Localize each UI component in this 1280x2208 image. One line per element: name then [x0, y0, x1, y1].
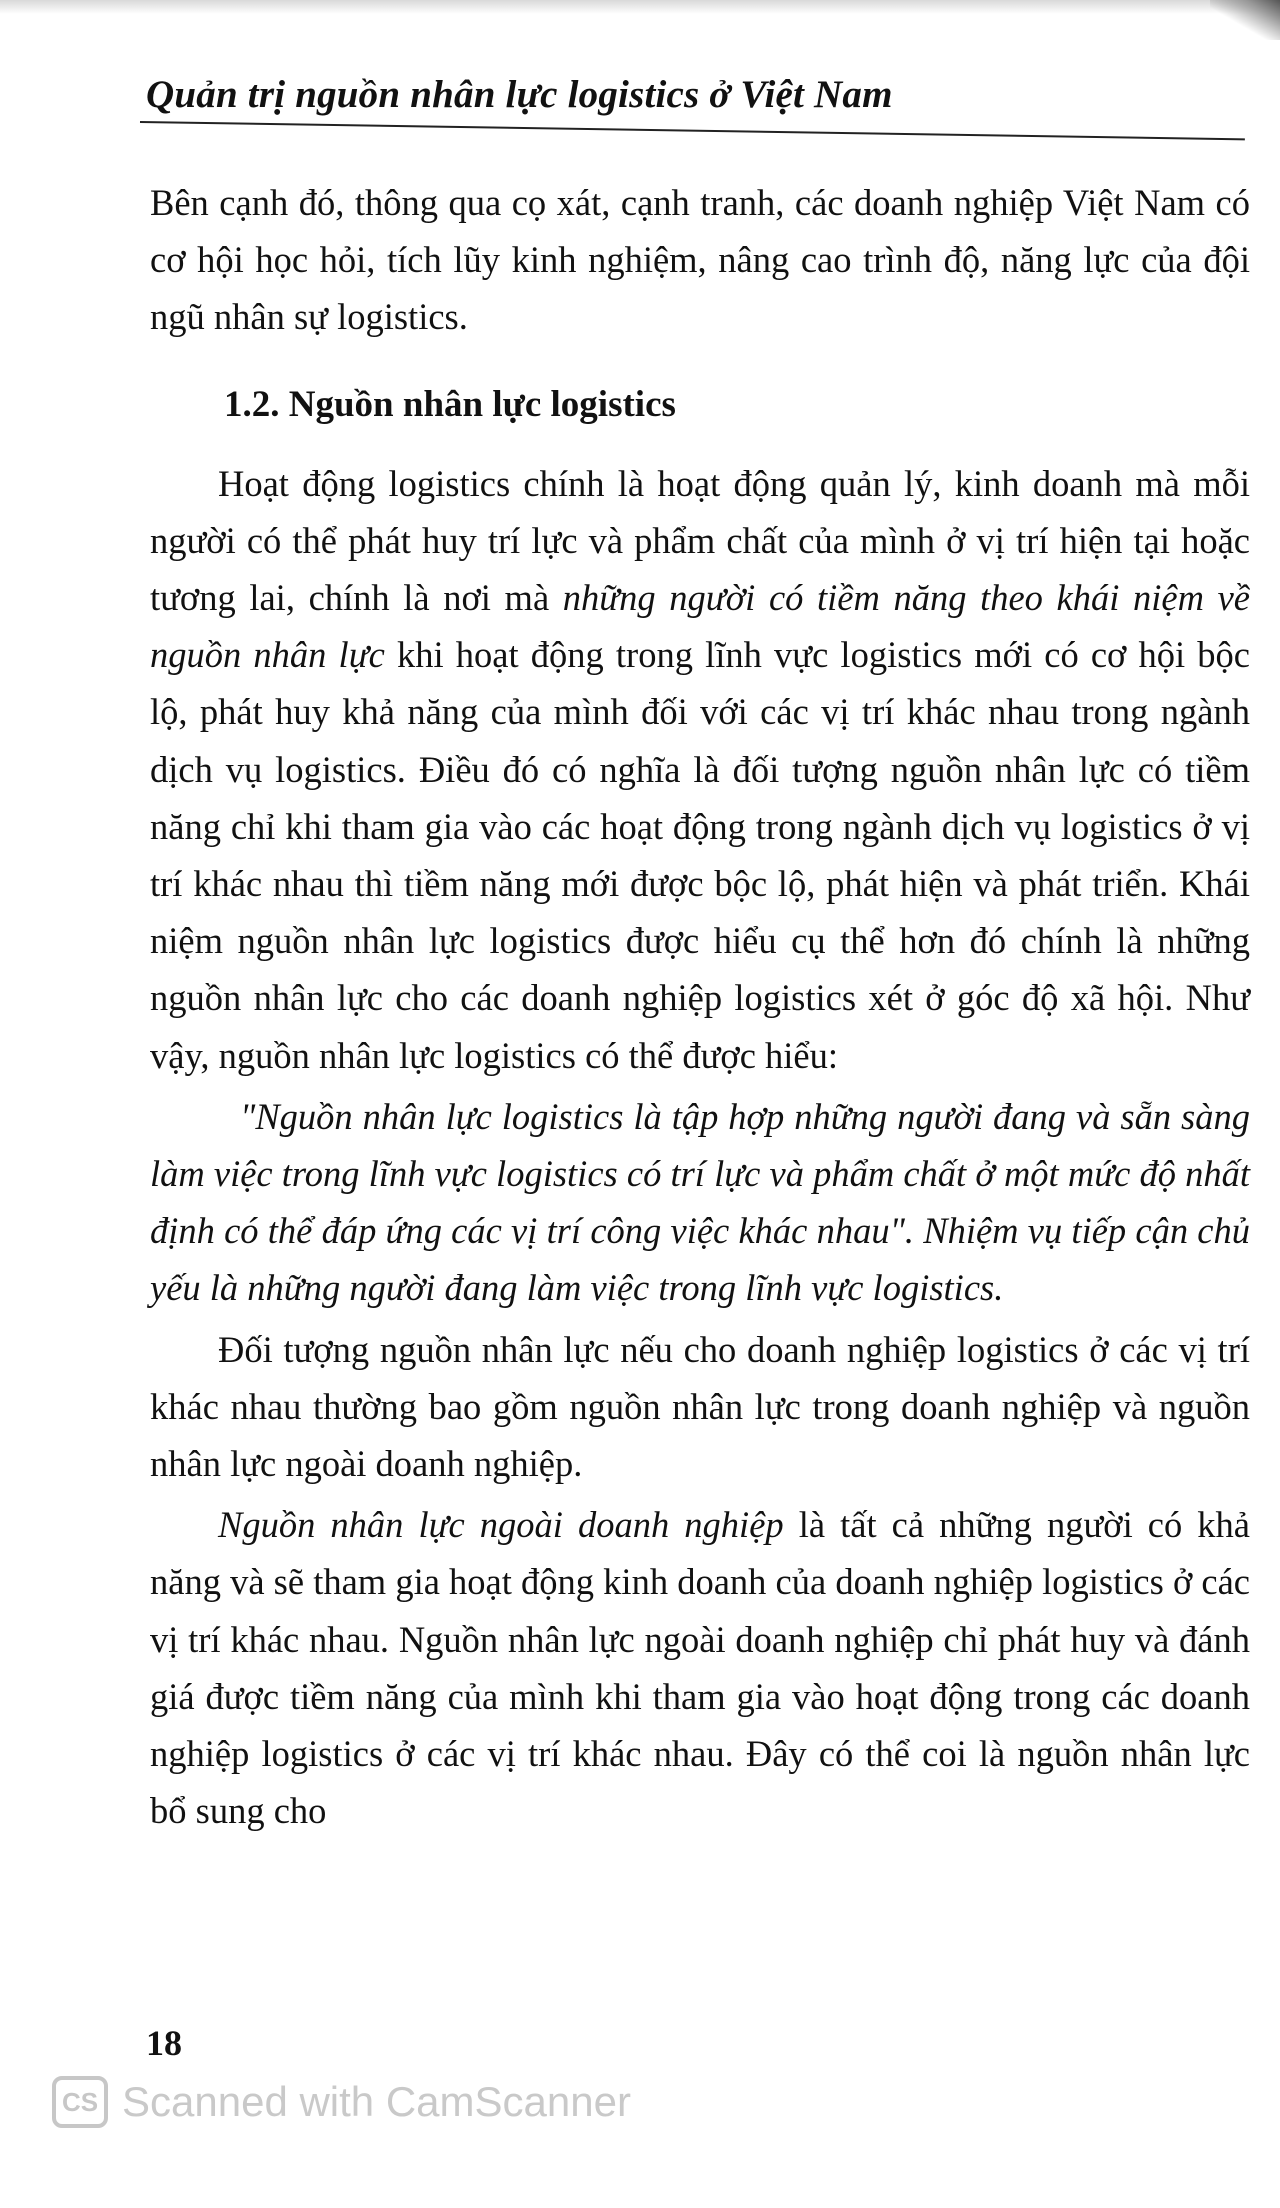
paragraph-rest-text: khi hoạt động trong lĩnh vực logistics mới có cơ hội bộc lộ, phát huy khả năng của mình đối với các vị trí khác nhau trong ngành dịch vụ logistics. Điều đó có nghĩa là đối tượng nguồn nhân lực có tiềm năng chỉ khi tham gia vào các hoạt động trong ngành dịch vụ logistics ở vị trí khác nhau thì tiềm năng mới được bộc lộ, phát hiện và phát triển. Khái niệm nguồn nhân lực logistics được hiểu cụ thể hơn đó chính là những nguồn nhân lực cho các doanh nghiệp logistics xét ở góc độ xã hội. Như vậy, nguồn nhân lực logistics có thể được hiểu: [150, 634, 1251, 1076]
scan-page-corner [1210, 0, 1280, 40]
page-number: 18 [146, 2023, 182, 2063]
header-rule [140, 121, 1245, 140]
paragraph-categories: Đối tượng nguồn nhân lực nếu cho doanh nghiệp logistics ở các vị trí khác nhau thường bao gồm nguồn nhân lực trong doanh nghiệp và nguồn nhân lực ngoài doanh nghiệp. [150, 1328, 1250, 1485]
camscanner-watermark [52, 2076, 631, 2128]
intro-paragraph: Bên cạnh đó, thông qua cọ xát, cạnh tranh, các doanh nghiệp Việt Nam có cơ hội học hỏi, tích lũy kinh nghiệm, nâng cao trình độ, năng lực của đội ngũ nhân sự logistics. [150, 182, 1250, 338]
emphasis-text: những người có tiềm năng theo khái niệm về nguồn nhân lực [150, 577, 1250, 676]
running-header-title: Quản trị nguồn nhân lực logistics ở Việt Nam [146, 73, 893, 116]
definition-quote: "Nguồn nhân lực logistics là tập hợp những người đang và sẵn sàng làm việc trong lĩnh vực logistics có trí lực và phẩm chất ở một mức độ nhất định có thể đáp ứng các vị trí công việc khác nhau". Nhiệm vụ tiếp cận chủ yếu là những người đang làm việc trong lĩnh vực logistics. [150, 1095, 1250, 1309]
paragraph-external-workforce [150, 1496, 1250, 1839]
camscanner-logo-icon: CS [52, 2076, 108, 2128]
paragraph-definition [150, 455, 1250, 1084]
paragraph-rest-text: là tất cả những người có khả năng và sẽ tham gia hoạt động kinh doanh của doanh nghiệp logistics ở các vị trí khác nhau. Nguồn nhân lực ngoài doanh nghiệp chỉ phát huy và đánh giá được tiềm năng của mình khi tham gia vào hoạt động trong các doanh nghiệp logistics ở các vị trí khác nhau. Đây có thể coi là nguồn nhân lực bổ sung cho [150, 1504, 1250, 1832]
paragraph-lead-text: Hoạt động logistics chính là hoạt động quản lý, kinh doanh mà mỗi người có thể phát huy trí lực và phẩm chất của mình ở vị trí hiện tại hoặc tương lai, chính là nơi mà [150, 462, 1250, 619]
scan-edge-shadow [0, 0, 1280, 14]
watermark-text: Scanned with CamScanner [122, 2078, 631, 2125]
emphasis-text: Nguồn nhân lực ngoài doanh nghiệp [218, 1504, 784, 1546]
section-heading: 1.2. Nguồn nhân lực logistics [224, 383, 676, 425]
page-body [150, 174, 1250, 1839]
